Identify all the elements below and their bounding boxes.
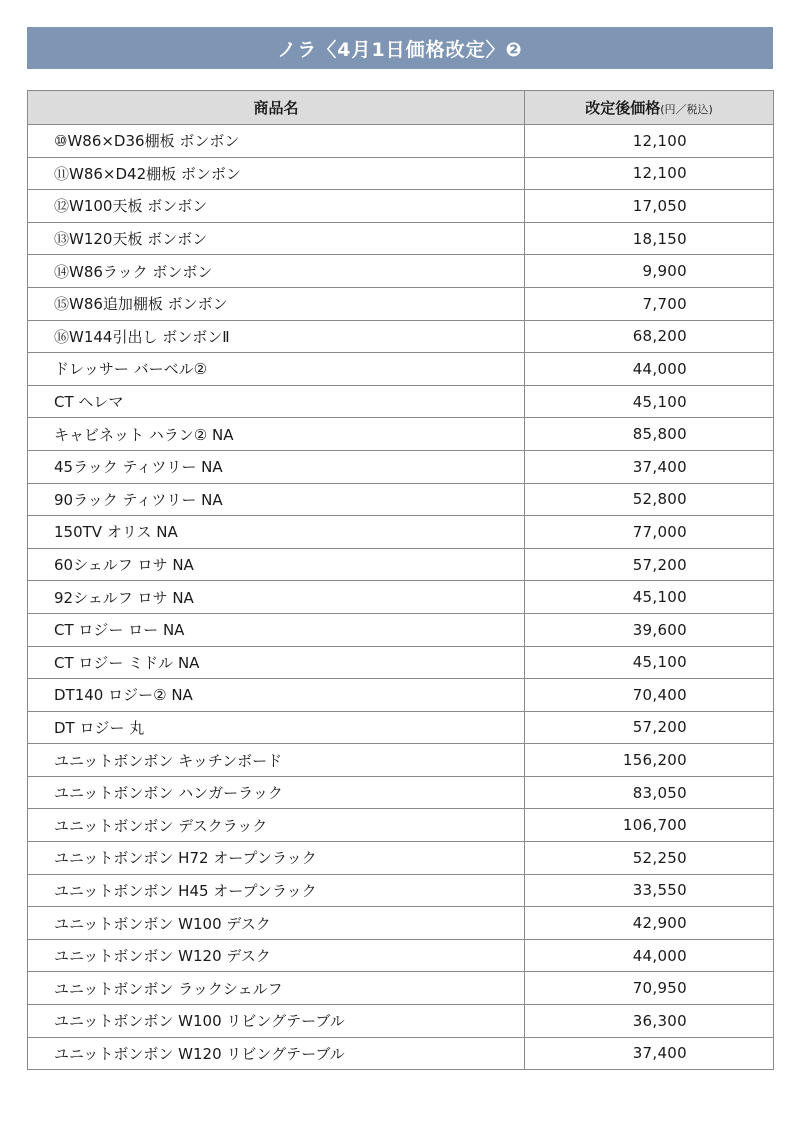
table-row (28, 1037, 774, 1070)
product-price: 9,900 (525, 255, 774, 288)
table-row (28, 711, 774, 744)
product-name: CT ヘレマ (28, 385, 525, 418)
product-price: 17,050 (525, 190, 774, 223)
product-price: 7,700 (525, 287, 774, 320)
product-price: 57,200 (525, 548, 774, 581)
product-name: ユニットボンボン W120 デスク (28, 939, 525, 972)
product-name: ⑮W86追加棚板 ボンボン (28, 287, 525, 320)
table-row (28, 255, 774, 288)
table-row (28, 646, 774, 679)
product-price: 45,100 (525, 385, 774, 418)
product-name: 150TV オリス NA (28, 516, 525, 549)
product-name: 45ラック ティツリー NA (28, 450, 525, 483)
table-row (28, 613, 774, 646)
product-price: 33,550 (525, 874, 774, 907)
table-row (28, 125, 774, 158)
table-row (28, 776, 774, 809)
column-header-price-unit: (円／税込) (660, 103, 713, 116)
product-name: ⑪W86×D42棚板 ボンボン (28, 157, 525, 190)
product-name: ユニットボンボン H45 オープンラック (28, 874, 525, 907)
product-name: DT ロジー 丸 (28, 711, 525, 744)
table-row (28, 809, 774, 842)
table-row (28, 190, 774, 223)
product-name: ⑩W86×D36棚板 ボンボン (28, 125, 525, 158)
table-row (28, 744, 774, 777)
column-header-product-name: 商品名 (28, 91, 525, 125)
table-row (28, 1005, 774, 1038)
product-price: 37,400 (525, 1037, 774, 1070)
product-price: 77,000 (525, 516, 774, 549)
product-price: 42,900 (525, 907, 774, 940)
table-header-row (28, 91, 774, 125)
product-price: 12,100 (525, 157, 774, 190)
product-name: CT ロジー ミドル NA (28, 646, 525, 679)
table-body (28, 125, 774, 1070)
product-name: 60シェルフ ロサ NA (28, 548, 525, 581)
table-row (28, 450, 774, 483)
product-price: 106,700 (525, 809, 774, 842)
product-price: 44,000 (525, 353, 774, 386)
product-price: 68,200 (525, 320, 774, 353)
product-name: ユニットボンボン キッチンボード (28, 744, 525, 777)
product-price: 52,800 (525, 483, 774, 516)
product-name: DT140 ロジー② NA (28, 679, 525, 712)
product-name: ユニットボンボン H72 オープンラック (28, 842, 525, 875)
table-row (28, 516, 774, 549)
product-price: 52,250 (525, 842, 774, 875)
table-row (28, 385, 774, 418)
product-price: 156,200 (525, 744, 774, 777)
product-name: ドレッサー バーベル② (28, 353, 525, 386)
table-row (28, 581, 774, 614)
table-row (28, 353, 774, 386)
product-name: ユニットボンボン W100 デスク (28, 907, 525, 940)
table-row (28, 972, 774, 1005)
product-price: 37,400 (525, 450, 774, 483)
product-name: ユニットボンボン ラックシェルフ (28, 972, 525, 1005)
product-price: 44,000 (525, 939, 774, 972)
product-name: ユニットボンボン ハンガーラック (28, 776, 525, 809)
product-name: 90ラック ティツリー NA (28, 483, 525, 516)
table-row (28, 679, 774, 712)
product-price: 12,100 (525, 125, 774, 158)
table-row (28, 483, 774, 516)
product-price: 70,400 (525, 679, 774, 712)
product-name: ⑯W144引出し ボンボンⅡ (28, 320, 525, 353)
product-name: ユニットボンボン W120 リビングテーブル (28, 1037, 525, 1070)
product-price: 85,800 (525, 418, 774, 451)
product-name: ユニットボンボン デスクラック (28, 809, 525, 842)
table-row (28, 842, 774, 875)
table-row (28, 874, 774, 907)
product-name: ユニットボンボン W100 リビングテーブル (28, 1005, 525, 1038)
product-name: ⑫W100天板 ボンボン (28, 190, 525, 223)
product-name: ⑬W120天板 ボンボン (28, 222, 525, 255)
table-row (28, 939, 774, 972)
column-header-price (525, 91, 774, 125)
page-title: ノラ〈4月1日価格改定〉❷ (27, 27, 773, 69)
product-price: 18,150 (525, 222, 774, 255)
price-table (27, 90, 774, 1070)
table-row (28, 157, 774, 190)
table-row (28, 907, 774, 940)
product-price: 70,950 (525, 972, 774, 1005)
product-price: 45,100 (525, 581, 774, 614)
product-price: 57,200 (525, 711, 774, 744)
product-price: 83,050 (525, 776, 774, 809)
product-name: 92シェルフ ロサ NA (28, 581, 525, 614)
table-row (28, 222, 774, 255)
product-name: キャビネット ハラン② NA (28, 418, 525, 451)
table-row (28, 548, 774, 581)
product-name: CT ロジー ロー NA (28, 613, 525, 646)
table-row (28, 287, 774, 320)
table-row (28, 320, 774, 353)
column-header-price-label: 改定後価格 (585, 99, 661, 117)
product-price: 39,600 (525, 613, 774, 646)
table-row (28, 418, 774, 451)
product-name: ⑭W86ラック ボンボン (28, 255, 525, 288)
product-price: 45,100 (525, 646, 774, 679)
product-price: 36,300 (525, 1005, 774, 1038)
